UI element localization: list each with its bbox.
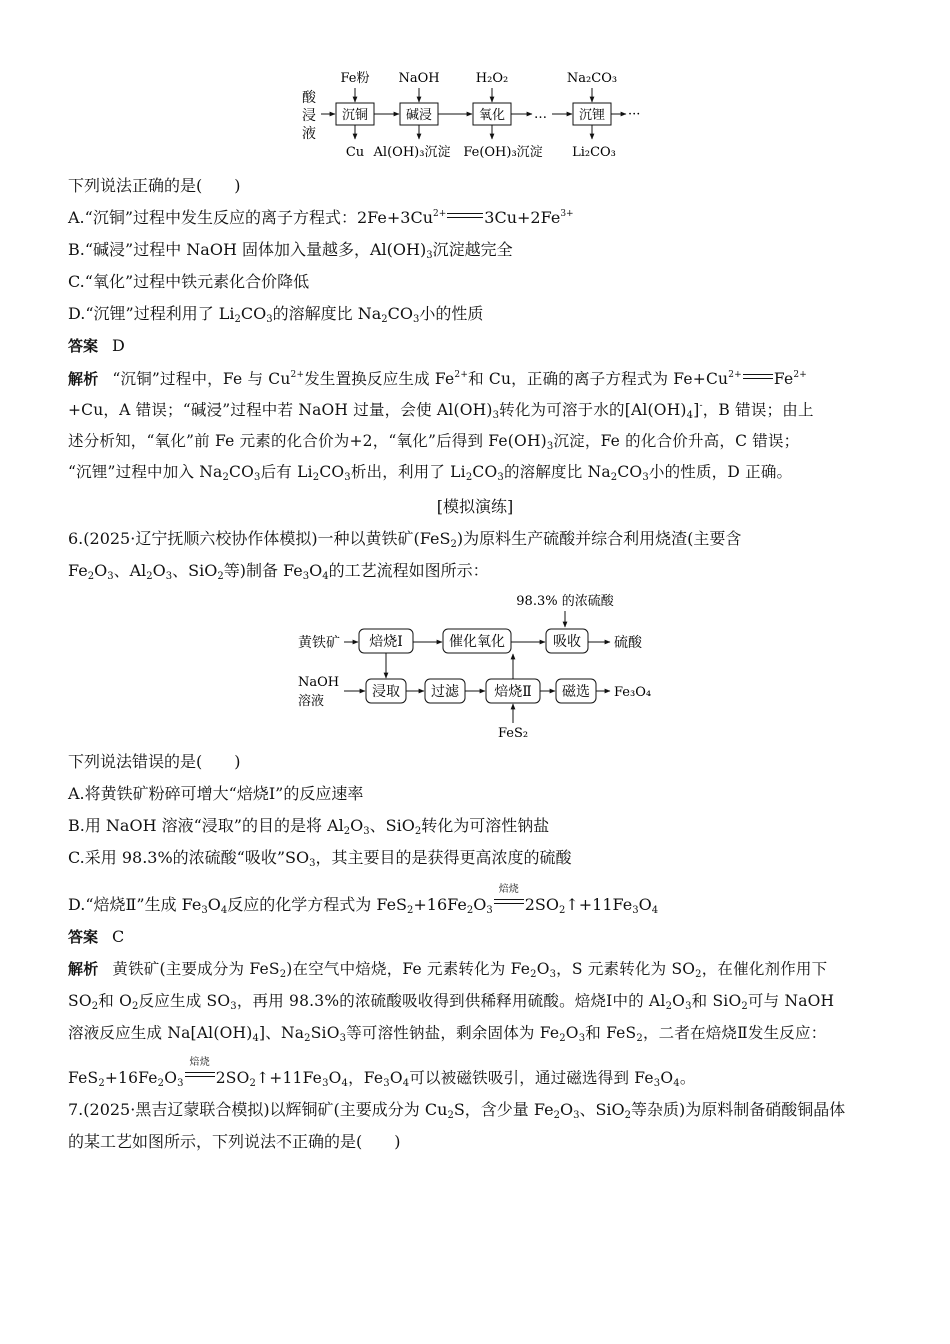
flow1-side-3: 液 [302,126,316,142]
flow1-product-cu: Cu [345,145,365,160]
q7-stem-line2: 的某工艺如图所示，下列说法不正确的是( ) [68,1132,401,1151]
q6-stem-line1: 6.(2025·辽宁抚顺六校协作体模拟)一种以黄铁矿(FeS$_2$)为原料生产硫酸并综合利用烧渣(主要含 [68,529,742,550]
q6-question: 下列说法错误的是( ) [68,752,241,771]
flow1-product-feoh3: Fe(OH)₃沉淀 [463,145,543,160]
flow1-product-li2co3: Li₂CO₃ [572,145,616,160]
q6-option-c: C.采用 98.3%的浓硫酸“吸收$”SO_3$，其主要目的是获得更高浓度的硫酸 [68,848,572,869]
flow1-reagent-na2co3: Na₂CO₃ [566,71,618,86]
q5-option-c: C.“氧化”过程中铁元素化合价降低 [68,272,310,291]
q5-option-b: B.“碱浸”过程中 NaOH 固体加入量越多，$Al(OH)_3$沉淀越完全 [68,240,513,261]
flow1-product-aloh3: Al(OH)₃沉淀 [373,145,451,160]
q5-stem: 下列说法正确的是( ) [68,176,241,195]
flow2-box-filter-label: 过滤 [431,684,459,700]
flowchart-lithium [0,0,950,170]
flow2-box-leach-label: 浸取 [372,684,400,700]
flow1-side-1: 酸 [302,90,316,106]
flow2-box-magsep-label: 磁选 [562,684,590,700]
section-title: [模拟演练] [436,497,514,516]
flow1-side-2: 浸 [302,108,316,124]
flow1-reagent-naoh: NaOH [398,71,440,86]
flow2-naoh-1: NaOH [298,675,340,690]
flowchart-pyrite [0,585,950,745]
flow1-dots: … [534,107,547,122]
q6-option-a: A.将黄铁矿粉碎可增大“焙烧Ⅰ”的反应速率 [68,784,364,803]
q6-option-b: B.用 NaOH 溶液“浸取”的目的是将 $Al_2O_3$、SiO$_2$转化为可溶性钠盐 [68,816,550,837]
flow2-box-catox-label: 催化氧化 [449,634,505,650]
flow2-naoh-2: 溶液 [298,694,325,709]
q6-expl-line2: $SO_2$和 $O_2$反应生成 $SO_3$，再用 98.3%的浓硫酸吸收得到供稀释用硫酸。焙烧Ⅰ中的 $Al_2O_3$和 SiO$_2$可与 NaOH [68,992,835,1012]
q6-option-d: D.“焙烧Ⅱ”生成 $Fe_3O_4$反应的化学方程式为 $FeS_2+16Fe_2O_3$ 焙烧 $2SO_2↑+11Fe_3O_4$ [68,884,659,916]
q5-option-d: D.“沉锂”过程利用了 $Li_2CO_3$的溶解度比 $Na_2CO_3$小的性质 [68,304,484,325]
q5-expl-line1: 解析 “沉铜”过程中，Fe 与 $Cu^{2+}$发生置换反应生成 $Fe^{2+}$和 Cu，正确的离子方程式为 $Fe+Cu^{2+}$ $Fe^{2+}$ [68,370,808,388]
flow2-out-acid: 硫酸 [614,635,642,651]
flow2-box-roast2-label: 焙烧Ⅱ [494,684,532,700]
flow1-box-label-4: 沉锂 [578,108,606,123]
flow2-top-label: 98.3% 的浓硫酸 [516,594,614,609]
flow1-box-label-3: 氧化 [478,108,506,123]
flow1-box-label-2: 碱浸 [405,108,433,123]
q6-stem-line2: $Fe_2O_3$、$Al_2O_3$、SiO$_2$等)制备 $Fe_3O_4$的工艺流程如图所示： [68,561,489,582]
q7-stem-line1: 7.(2025·黑吉辽蒙联合模拟)以辉铜矿(主要成分为 $Cu_2S$，含少量 $Fe_2O_3$、SiO$_2$等杂质)为原料制备硝酸铜晶体 [68,1100,846,1121]
flow2-out-fe3o4: Fe₃O₄ [614,685,652,700]
flow1-reagent-fe: Fe粉 [340,71,370,86]
flow2-fes2: FeS₂ [497,726,529,741]
flow2-box-roast1-label: 焙烧Ⅰ [369,634,403,650]
q6-expl-line4: $FeS_2+16Fe_2O_3$ 焙烧 $2SO_2↑+11Fe_3O_4$，$Fe_3O_4$可以被磁铁吸引，通过磁选得到 $Fe_3O_4$。 [68,1057,696,1089]
q5-expl-line3: 述分析知，“氧化”前 Fe 元素的化合价为+2，“氧化”后得到 $Fe(OH)_3$沉淀，Fe 的化合价升高，C 错误； [68,432,800,452]
q6-answer: 答案 C [68,927,125,946]
flow2-box-absorb-label: 吸收 [553,634,581,650]
q5-option-a: A.“沉铜”过程中发生反应的离子方程式：$2Fe+3Cu^{2+}$ $3Cu+2Fe^{3+}$ [68,208,574,227]
q5-expl-line4: “沉锂”过程中加入 $Na_2CO_3$后有 $Li_2CO_3$析出，利用了 $Li_2CO_3$的溶解度比 $Na_2CO_3$小的性质，D 正确。 [68,463,793,483]
flow2-ore: 黄铁矿 [298,635,340,651]
q5-answer: 答案 D [68,336,125,355]
q5-expl-line2: +Cu，A 错误；“碱浸”过程中若 NaOH 过量，会使 $Al(OH)_3$转化为可溶于水的$[Al(OH)_4]^-$，B 错误；由上 [68,401,814,421]
flow1-dots-end: ··· [628,107,641,122]
flow1-reagent-h2o2: H₂O₂ [475,71,509,86]
q6-expl-line1: 解析 黄铁矿(主要成分为 FeS$_2$)在空气中焙烧，Fe 元素转化为 $Fe_2O_3$，S 元素转化为 $SO_2$，在催化剂作用下 [68,960,828,980]
q6-expl-line3: 溶液反应生成 $Na[Al(OH)_4]$、$Na_2SiO_3$等可溶性钠盐，剩余固体为 $Fe_2O_3$和 FeS$_2$，二者在焙烧Ⅱ发生反应： [68,1024,827,1044]
flow1-box-label-1: 沉铜 [341,108,369,123]
